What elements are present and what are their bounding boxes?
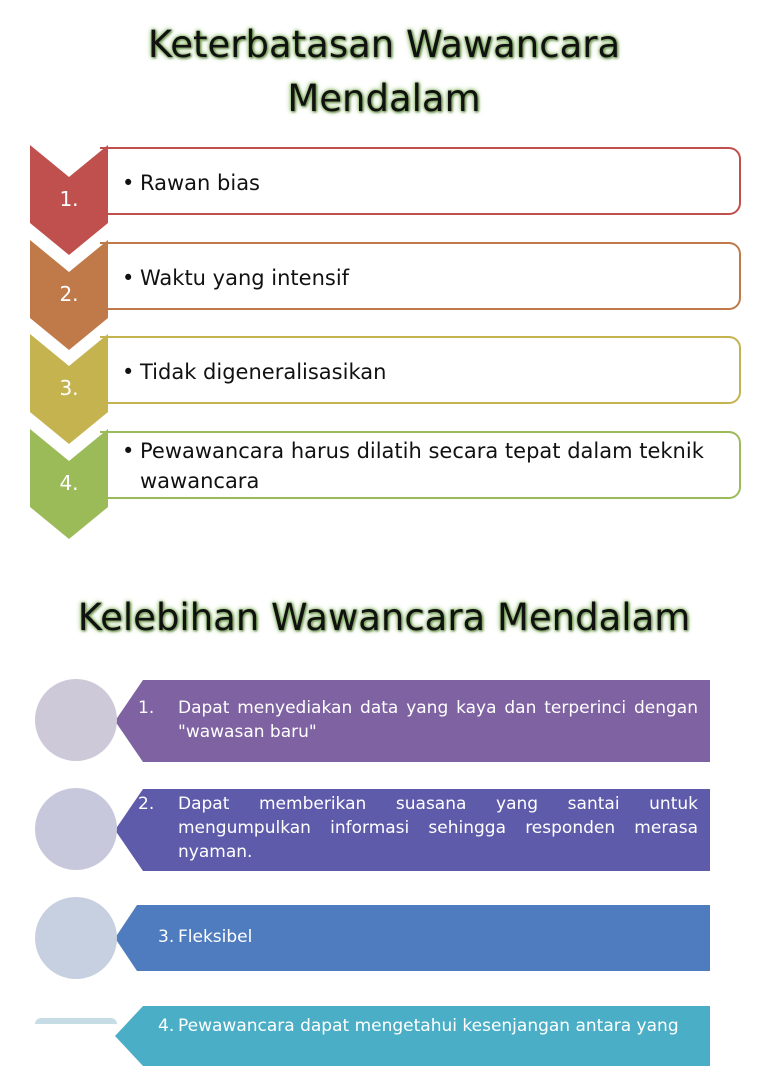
advantage-text-2: 2. Dapat memberikan suasana yang santai untuk mengumpulkan informasi sehingga responden merasa nyaman. [138, 794, 698, 862]
advantage-number-1: 1. [138, 698, 155, 718]
limitations-title-line1: Keterbatasan Wawancara [147, 23, 621, 66]
limitation-text-1: • Rawan bias [140, 149, 739, 198]
advantage-banner-1 [115, 680, 710, 762]
advantage-circle-3 [35, 897, 117, 979]
limitation-text-4-line1: Pewawancara harus dilatih secara tepat dalam teknik [140, 439, 704, 463]
advantage-circle-1 [35, 679, 117, 761]
advantage-number-4: 4. [158, 1016, 175, 1036]
limitation-chevron-4 [30, 429, 108, 539]
limitation-number-2: 2. [59, 282, 79, 306]
limitation-box-1 [100, 147, 741, 215]
limitation-chevron-1 [30, 145, 108, 255]
limitation-box-2 [100, 242, 741, 310]
limitation-box-3 [100, 336, 741, 404]
limitation-text-3: • Tidak digeneralisasikan [140, 338, 739, 387]
limitation-number-3: 3. [59, 376, 79, 400]
limitation-number-1: 1. [59, 187, 79, 211]
limitation-number-4: 4. [59, 471, 79, 495]
advantage-circle-4 [35, 1018, 117, 1024]
limitation-text-4-line2: wawancara [140, 469, 260, 493]
advantage-text-4: 4. Pewawancara dapat mengetahui kesenjangan antara yang [158, 1016, 679, 1036]
advantage-banner-3 [115, 905, 710, 971]
limitation-text-2: • Waktu yang intensif [140, 244, 739, 293]
advantage-text-3: 3. Fleksibel [158, 927, 253, 947]
limitation-box-4 [100, 431, 741, 499]
advantage-number-2: 2. [138, 794, 155, 814]
limitation-text-4 [140, 433, 739, 496]
advantage-circle-2 [35, 788, 117, 870]
advantage-text-1: 1. Dapat menyediakan data yang kaya dan terperinci dengan "wawasan baru" [138, 698, 698, 742]
limitation-chevron-3 [30, 334, 108, 444]
advantage-number-3: 3. [158, 927, 175, 947]
advantages-title: Kelebihan Wawancara Mendalam [77, 596, 691, 639]
limitations-title-line2: Mendalam [287, 77, 481, 120]
advantage-banner-2 [115, 789, 710, 871]
advantage-banner-4 [115, 1006, 710, 1036]
limitations-title [0, 18, 768, 126]
